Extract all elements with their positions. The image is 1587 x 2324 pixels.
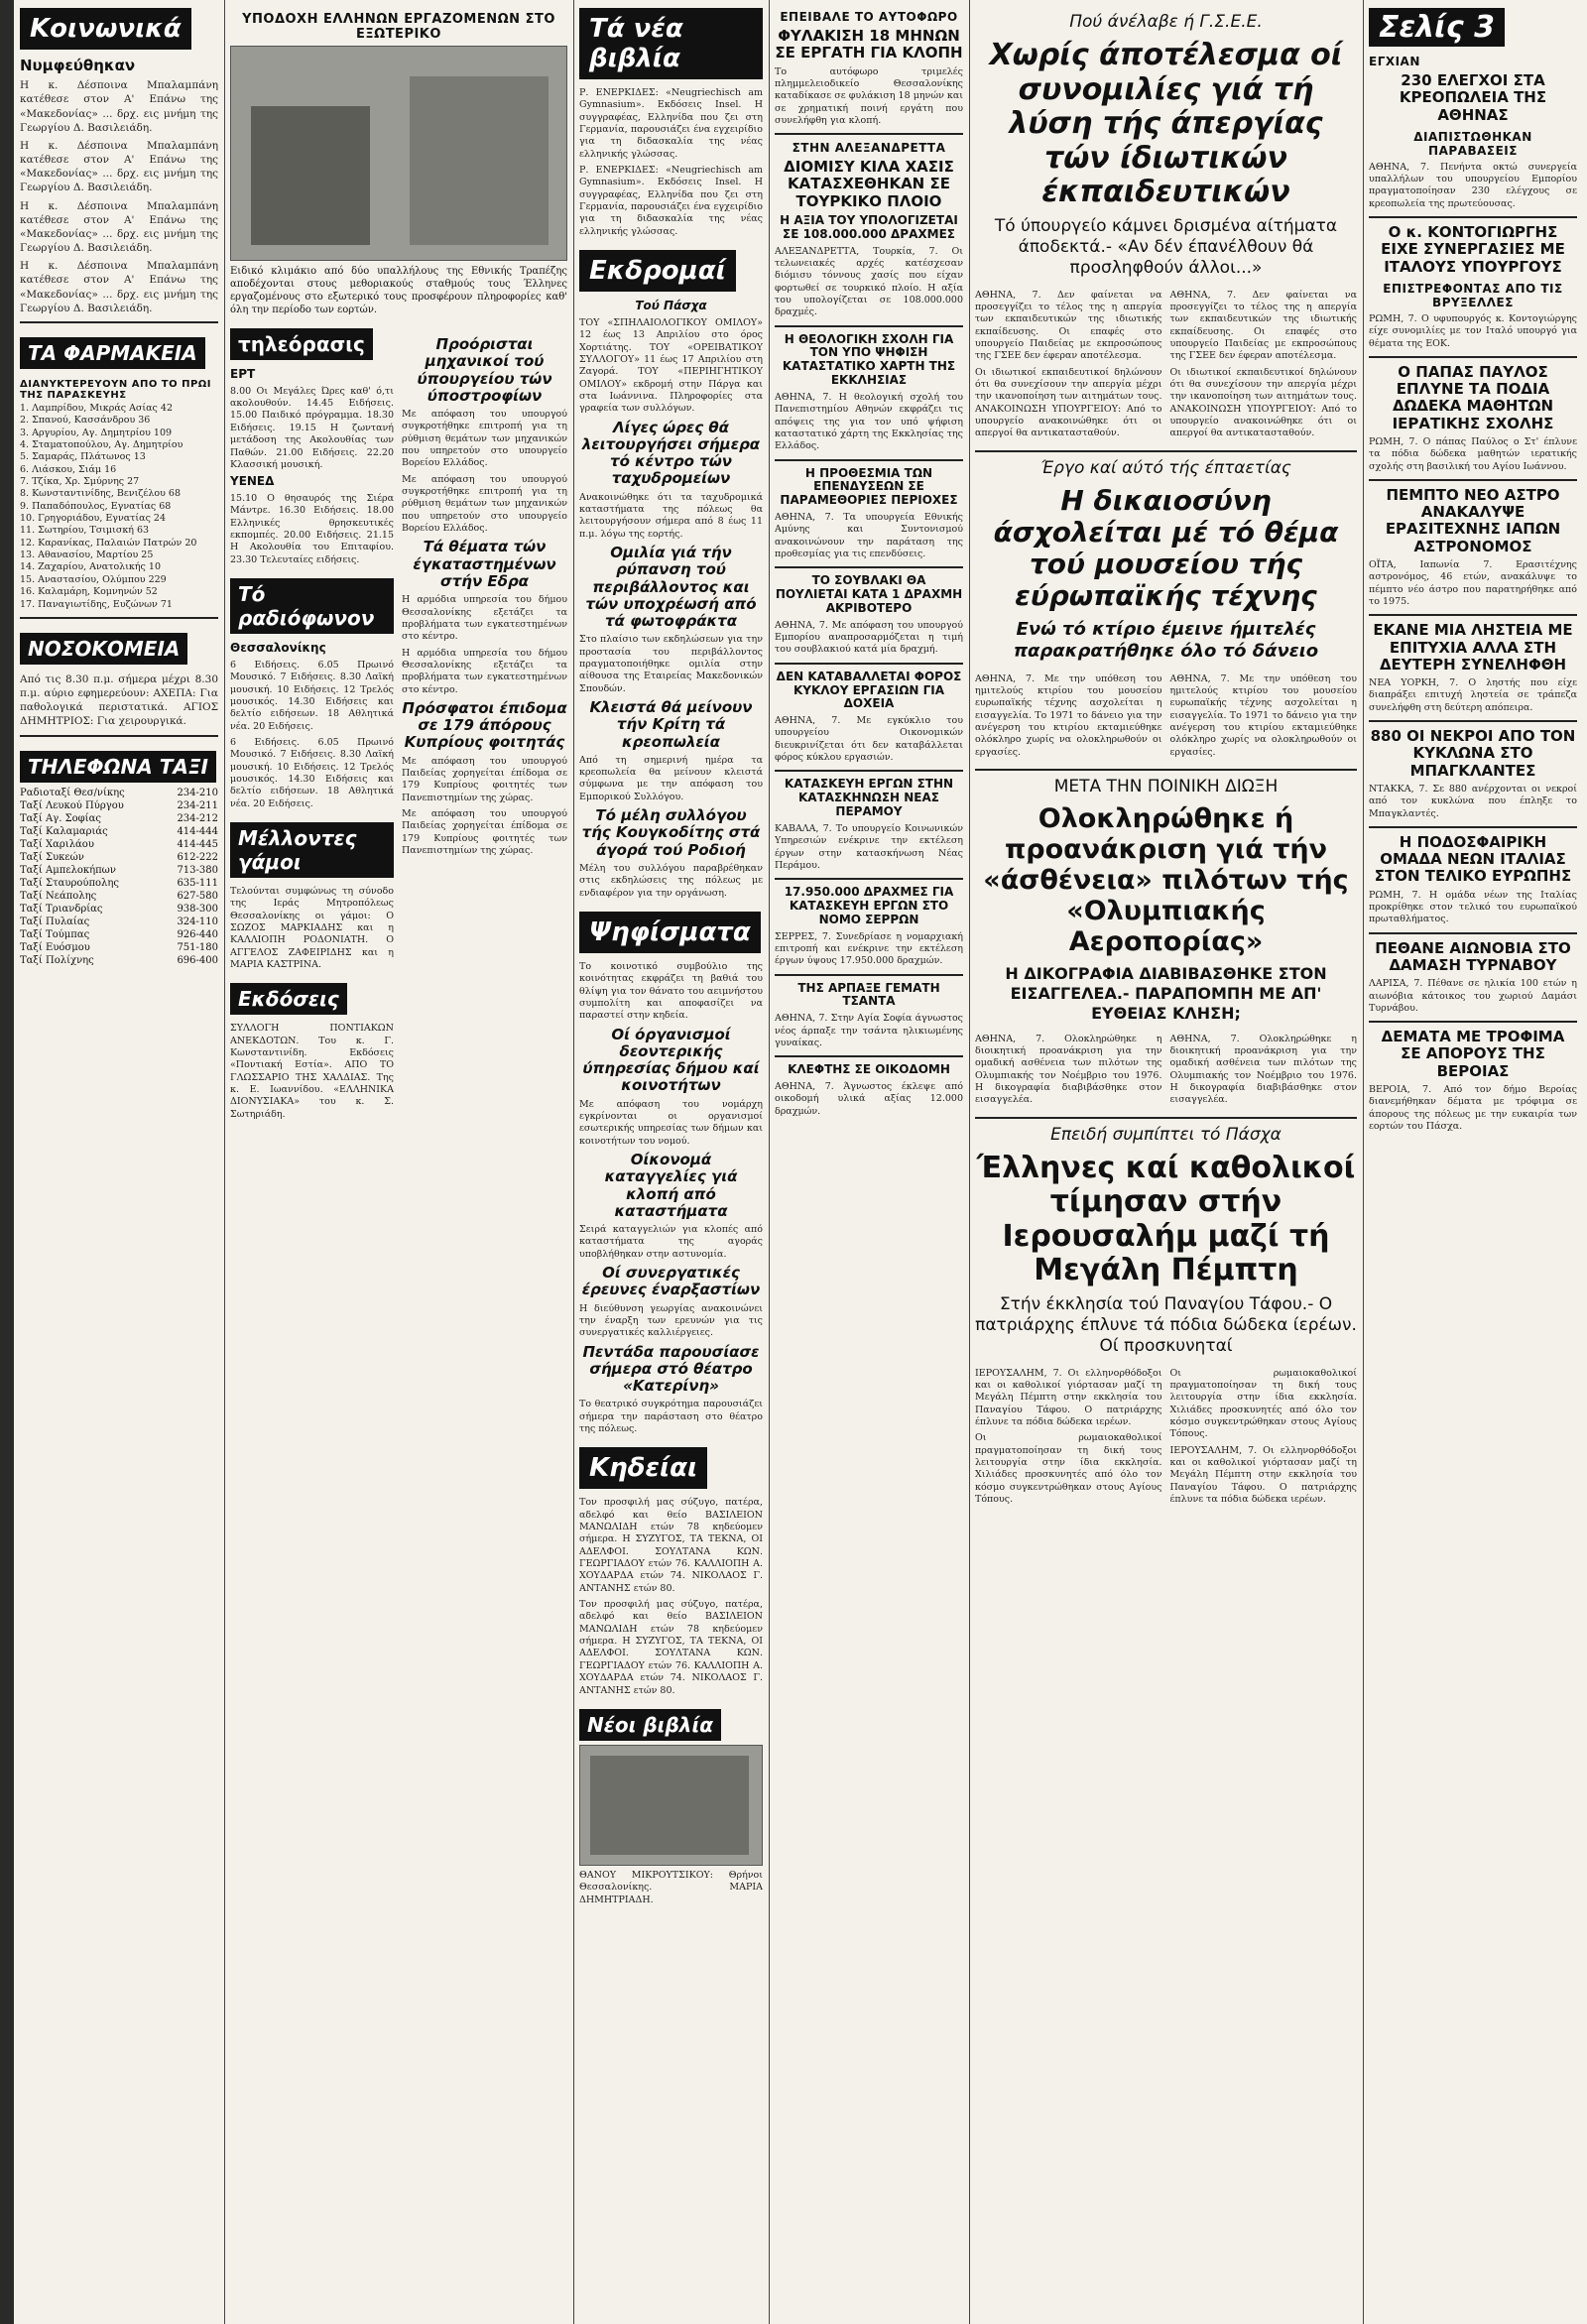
taxi-phone-row <box>20 812 218 825</box>
emigrants-kicker: ΥΠΟΔΟΧΗ ΕΛΛΗΝΩΝ ΕΡΓΑΖΟΜΕΝΩΝ ΣΤΟ ΕΞΩΤΕΡΙΚΟ <box>242 12 555 42</box>
post-office-text: Ανακοινώθηκε ότι τα ταχυδρομικά καταστήματα της πόλεως θα λειτουργήσουν σήμερα από 8 έως 11 π.μ. λόγω της εορτής. <box>579 491 763 540</box>
hashish-subheading: Η ΑΞΙΑ ΤΟΥ ΥΠΟΛΟΓΙΖΕΤΑΙ ΣΕ 108.000.000 ΔΡΑΧΜΕΣ <box>780 212 958 241</box>
taxi-number: 635-111 <box>177 877 218 889</box>
divider <box>775 878 963 880</box>
divider <box>1369 932 1577 934</box>
column-3 <box>579 0 763 2324</box>
pharmacy-entry: 12. Καρανίκας, Παλαιών Πατρών 20 <box>20 537 197 549</box>
serres-works-text: ΣΕΡΡΕΣ, 7. Συνεδρίασε η νομαρχιακή επιτροπή και ενέκρινε την εκτέλεση έργων ύψους 17.950.000 δραχμών. <box>775 930 963 967</box>
butcher-checks-text: ΑΘΗΝΑ, 7. Πενήντα οκτώ συνεργεία υπαλλήλων του υπουργείου Εμπορίου πραγματοποίησαν 230 ελέγχους σε κρεοπωλεία της πρωτεύουσας. <box>1369 161 1577 209</box>
pilots-text-2: ΑΘΗΝΑ, 7. Ολοκληρώθηκε η διοικητική προανάκριση για την ομαδική ασθένεια των πιλότων της Ολυμπιακής τον Νοέμβριο του 1976. Η δικογραφία διαβιβάσθηκε στον εισαγγελέα. <box>1169 1033 1357 1106</box>
kontogiorgis-subheading: ΕΠΙΣΤΡΕΦΟΝΤΑΣ ΑΠΟ ΤΙΣ ΒΡΥΞΕΛΛΕΣ <box>1383 281 1563 309</box>
article-engineers-text: Με απόφαση του υπουργού συγκροτήθηκε επιτροπή για τη ρύθμιση θεμάτων των μηχανικών που υπηρετούν στο υπουργείο Βορείου Ελλάδος. <box>402 409 567 469</box>
divider <box>775 566 963 568</box>
taxi-phone-row <box>20 954 218 967</box>
article-cypriots-text: Με απόφαση του υπουργού Παιδείας χορηγείται έπίδομα σε 179 Κυπρίους φοιτητές των Πανεπιστημίων της χώρας. <box>402 755 567 803</box>
divider <box>1369 479 1577 481</box>
pharmacy-entry: 5. Σαμαράς, Πλάτωνος 13 <box>20 451 146 463</box>
date-line: ΕΓΧΙΑΝ <box>1369 55 1420 68</box>
divider <box>1369 614 1577 616</box>
kontogiorgis-text: ΡΩΜΗ, 7. Ο υφυπουργός κ. Κοντογιώργης είχε συνομιλίες με τον Ιταλό υπουργό για θέματα της ΕΟΚ. <box>1369 312 1577 349</box>
post-office-heading: Λίγες ώρες θά λειτουργήσει σήμερα τό κέντρο τών ταχυδρομείων <box>581 418 761 488</box>
publications-banner: Εκδόσεις <box>230 983 347 1015</box>
investments-text: ΑΘΗΝΑ, 7. Τα υπουργεία Εθνικής Αμύνης και Συντονισμού ανακοινώνουν την παράταση της προθεσμίας για τις επενδύσεις. <box>775 511 963 559</box>
pollution-talk-heading: Ομιλία γιά τήν ρύπανση τού περιβάλλοντος και τών υποχρέωσή από τά φωτοφράκτα <box>585 544 757 631</box>
souvlaki-text: ΑΘΗΝΑ, 7. Με απόφαση του υπουργού Εμπορίου αναπροσαρμόζεται η τιμή του σουβλακιού κατά μία δραχμή. <box>775 619 963 656</box>
strike-kicker: Πού άνέλαβε ή Γ.Σ.Ε.Ε. <box>1069 12 1263 32</box>
taxi-number: 234-211 <box>177 799 218 811</box>
taxi-number: 938-300 <box>177 903 218 915</box>
divider <box>775 133 963 135</box>
kontogiorgis-heading: Ο κ. ΚΟΝΤΟΓΙΩΡΓΗΣ ΕΙΧΕ ΣΥΝΕΡΓΑΣΙΕΣ ΜΕ ΙΤΑΛΟΥΣ ΥΠΟΥΡΓΟΥΣ <box>1381 223 1565 276</box>
new-books-banner: Τά νέα βιβλία <box>579 8 763 79</box>
divider <box>1369 720 1577 722</box>
museum-text-2: ΑΘΗΝΑ, 7. Με την υπόθεση του ημιτελούς κτιρίου του μουσείου ευρωπαϊκής τέχνης ασχολείται η εισαγγελία. Το 1971 το δάνειο για την ανέγερση του κτιρίου εκταμιεύθηκε ολόκληρο χωρίς να ολοκληρωθούν οι εργασίες. <box>1169 673 1357 758</box>
weddings-banner: Μέλλοντες γάμοι <box>230 822 394 878</box>
taxi-phone-row <box>20 928 218 941</box>
article-settlers-text-2: Η αρμόδια υπηρεσία του δήμου Θεσσαλονίκης εξετάζει τα προβλήματα των εγκατεστημένων στο κέντρο. <box>402 647 567 695</box>
centenarian-heading: ΠΕΘΑΝΕ ΑΙΩΝΟΒΙΑ ΣΤΟ ΔΑΜΑΣΗ ΤΥΡΝΑΒΟΥ <box>1375 938 1571 974</box>
robbery-text: ΝΕΑ ΥΟΡΚΗ, 7. Ο ληστής που είχε διαπράξει επιτυχή ληστεία σε τράπεζα συνελήφθη στη δεύτερη απόπειρα. <box>1369 677 1577 713</box>
article-settlers-heading: Τά θέματα τών έγκαταστημένων στήν Εδρα <box>413 538 556 590</box>
municipal-org-text: Με απόφαση του νομάρχη εγκρίνονται οι οργανισμοί εσωτερικής υπηρεσίας των δήμων και κοινοτήτων του νομού. <box>579 1098 763 1147</box>
divider <box>775 974 963 976</box>
radio-station: Θεσσαλονίκης <box>230 641 326 656</box>
publications-text: ΣΥΛΛΟΓΗ ΠΟΝΤΙΑΚΩΝ ΑΝΕΚΔΟΤΩΝ. Του κ. Γ. Κωνσταντινίδη. Εκδόσεις «Ποντιακή Εστία». ΑΠΟ ΤΟ ΓΛΩΣΣΑΡΙΟ ΤΗΣ ΧΑΛΔΙΑΣ. Της κ. Ε. Ιωαννίδου. «ΕΛΛΗΝΙΚΑ ΔΙΟΝΥΣΙΑΚΑ» του κ. Σ. Σωτηριάδη. <box>230 1023 394 1120</box>
serres-works-heading: 17.950.000 ΔΡΑΧΜΕΣ ΓΙΑ ΚΑΤΑΣΚΕΥΗ ΕΡΓΩΝ ΣΤΟ ΝΟΜΟ ΣΕΡΡΩΝ <box>784 885 954 926</box>
divider <box>1369 356 1577 358</box>
hospitals-text: Από τις 8.30 π.μ. σήμερα μέχρι 8.30 π.μ. αύριο εφημερεύουν: ΑΧΕΠΑ: Για παθολογικά περιστατικά. ΑΓΙΟΣ ΔΗΜΗΤΡΙΟΣ: Για χειρουργικά. <box>20 673 218 728</box>
jerusalem-text-2: Οι ρωμαιοκαθολικοί πραγματοποίησαν τη δική τους λειτουργία στην ίδια εκκλησία. Χιλιάδες προσκυνητές από όλο τον κόσμο συγκεντρώθηκαν στους Αγίους Τόπους. <box>975 1432 1162 1506</box>
butchers-closed-heading: Κλειστά θά μείνουν τήν Κρίτη τά κρεοπωλεία <box>589 698 753 751</box>
pilots-kicker: ΜΕΤΑ ΤΗΝ ΠΟΙΝΙΚΗ ΔΙΩΞΗ <box>1053 777 1279 797</box>
pharmacy-entry: 11. Σωτηρίου, Τσιμισκή 63 <box>20 525 150 537</box>
bag-snatch-text: ΑΘΗΝΑ, 7. Στην Αγία Σοφία άγνωστος νέος άρπαξε την τσάντα ηλικιωμένης γυναίκας. <box>775 1013 963 1048</box>
column-2 <box>230 0 567 2324</box>
new-books-2-banner: Νέοι βιβλία <box>579 1709 721 1741</box>
theft-sentence-text: Το αυτόφωρο τριμελές πλημμελειοδικείο Θεσσαλονίκης καταδίκασε σε φυλάκιση 18 μηνών και σε χρηματική ποινή εργάτη που συνελήφθη για κλοπή. <box>775 65 963 126</box>
divider <box>775 1055 963 1057</box>
football-text: ΡΩΜΗ, 7. Η ομάδα νέων της Ιταλίας προκρίθηκε στον τελικό του ευρωπαϊκού πρωταθλήματος. <box>1369 889 1577 925</box>
pharmacy-entry: 8. Κωνσταντινίδης, Βενιζέλου 68 <box>20 488 181 500</box>
column-rule <box>573 0 574 2324</box>
butcher-checks-subheading: ΔΙΑΠΙΣΤΩΘΗΚΑΝ ΠΑΡΑΒΑΣΕΙΣ <box>1413 129 1532 158</box>
divider <box>1369 1021 1577 1023</box>
funerals-banner: Κηδείαι <box>579 1447 707 1489</box>
new-books-text: Ρ. ΕΝΕΡΚΙΔΕΣ: «Neugriechisch am Gymnasium». Εκδόσεις Insel. Η συγγραφέας, Ελληνίδα που ζει στη Γερμανία, παρουσιάζει ένα εγχειρίδιο για τη διδασκαλία της νέας ελληνικής γλώσσας. <box>579 87 763 160</box>
taxi-number: 414-445 <box>177 838 218 850</box>
association-text: Μέλη του συλλόγου παραβρέθηκαν στις εκδηλώσεις της πόλεως με ενδιαφέρον για την οργάνωση. <box>579 862 763 899</box>
pharmacy-entry: 16. Καλαμάρη, Κομνηνών 52 <box>20 586 158 598</box>
taxi-name: Ταξί Σταυρούπολης <box>20 877 119 889</box>
strike-text-4: Οι ιδιωτικοί εκπαιδευτικοί δηλώνουν ότι θα συνεχίσουν την απεργία μέχρι την ικανοποίηση των αιτημάτων τους. ΑΝΑΚΟΙΝΩΣΗ ΥΠΟΥΡΓΕΙΟΥ: Από το υπουργείο ανακοινώθηκε ότι οι απεργοί θα αντικατασταθούν. <box>1169 366 1357 439</box>
investments-heading: Η ΠΡΟΘΕΣΜΙΑ ΤΩΝ ΕΠΕΝΔΥΣΕΩΝ ΣΕ ΠΑΡΑΜΕΘΟΡΙΕΣ ΠΕΡΙΟΧΕΣ <box>780 465 958 508</box>
new-star-heading: ΠΕΜΠΤΟ ΝΕΟ ΑΣΤΡΟ ΑΝΑΚΑΛΥΨΕ ΕΡΑΣΙΤΕΧΝΗΣ ΙΑΠΩΝ ΑΣΤΡΟΝΟΜΟΣ <box>1385 485 1561 555</box>
coop-research-text: Η διεύθυνση γεωργίας ανακοινώνει την έναρξη των ερευνών για τις συνεργατικές καλλιέργειες. <box>579 1302 763 1339</box>
taxi-number: 627-580 <box>177 890 218 902</box>
association-heading: Τό μέλη συλλόγου τής Κουγκοδίτης στά άγορά τού Ροδιοή <box>581 806 761 859</box>
municipal-org-heading: Οί όργανισμοί δεοντερικής ύπηρεσίας δήμου καί κοινοτήτων <box>582 1025 760 1095</box>
taxi-name: Ταξί Αμπελοκήπων <box>20 864 116 876</box>
theft-reports-heading: Οίκονομά καταγγελίες γιά κλοπή από καταστήματα <box>604 1151 738 1220</box>
taxi-number: 926-440 <box>177 928 218 940</box>
jerusalem-deck: Στήν έκκλησία τού Παναγίου Τάφου.- Ο πατριάρχης έπλυνε τά πόδια δώδεκα ίερέων. Οί προσκυνηταί <box>975 1293 1357 1357</box>
construction-thief-heading: ΚΛΕΦΤΗΣ ΣΕ ΟΙΚΟΔΟΜΗ <box>788 1062 950 1077</box>
excursions-banner: Εκδρομαί <box>579 250 736 292</box>
divider <box>20 617 218 619</box>
funerals-text-2: Τον προσφιλή μας σύζυγο, πατέρα, αδελφό και θείο ΒΑΣΙΛΕΙΟΝ ΜΑΝΩΛΙΔΗ ετών 78 κηδεύομεν σήμερα. Η ΣΥΖΥΓΟΣ, ΤΑ ΤΕΚΝΑ, ΟΙ ΑΔΕΛΦΟΙ. ΣΟΥΛΤΑΝΑ ΚΩΝ. ΓΕΩΡΓΙΑΔΟΥ ετών 76. ΚΑΛΛΙΟΠΗ Α. ΧΟΥΔΑΡΔΑ ετών 74. ΝΙΚΟΛΑΟΣ Γ. ΑΝΤΑΝΗΣ ετών 80. <box>579 1599 763 1696</box>
taxi-phone-row <box>20 825 218 838</box>
food-parcels-heading: ΔΕΜΑΤΑ ΜΕ ΤΡΟΦΙΜΑ ΣΕ ΑΠΟΡΟΥΣ ΤΗΣ ΒΕΡΟΙΑΣ <box>1381 1028 1565 1080</box>
excursions-subheading: Τού Πάσχα <box>635 299 707 313</box>
pilots-deck: Η ΔΙΚΟΓΡΑΦΙΑ ΔΙΑΒΙΒΑΣΘΗΚΕ ΣΤΟΝ ΕΙΣΑΓΓΕΛΕΑ.- ΠΑΡΑΠΟΜΠΗ ΜΕ ΑΠ' ΕΥΘΕΙΑΣ ΚΛΗΣΗ; <box>1005 963 1327 1023</box>
pharmacies-subheading: ΔΙΑΝΥΚΤΕΡΕΥΟΥΝ ΑΠΟ ΤΟ ΠΡΩΙ ΤΗΣ ΠΑΡΑΣΚΕΥΗΣ <box>20 379 212 401</box>
divider <box>975 450 1357 452</box>
tv-ert-schedule: 8.00 Οι Μεγάλες Ώρες καθ' ό,τι ακολουθούν. 14.45 Ειδήσεις. 15.00 Παιδικό πρόγραμμα. 18.30 Ειδήσεις. 19.15 Η ζωντανή μετάδοση της Ακολουθίας των Παθών. 21.00 Ειδήσεις. 22.20 Κλασσική μουσική. <box>230 385 394 470</box>
arrest-kicker: ΕΠΕΙΒΑΛΕ ΤΟ ΑΥΤΟΦΩΡΟ <box>780 10 958 24</box>
alexandretta-kicker: ΣΤΗΝ ΑΛΕΞΑΝΔΡΕΤΤΑ <box>792 141 946 156</box>
pharmacy-entry: 7. Τζίκα, Χρ. Σμύρνης 27 <box>20 476 140 488</box>
butcher-checks-heading: 230 ΕΛΕΓΧΟΙ ΣΤΑ ΚΡΕΟΠΩΛΕΙΑ ΤΗΣ ΑΘΗΝΑΣ <box>1399 71 1547 124</box>
emigrants-photo-caption: Ειδικό κλιμάκιο από δύο υπαλλήλους της Εθνικής Τραπέζης αποδέχονται στους μεθοριακούς σταθμούς τους Έλληνες εργαζομένους στο εξωτερικό τους προσφέρουν πληροφορίες καθ' όλη την περίοδο των εορτών. <box>230 266 567 315</box>
column-5 <box>975 0 1357 2324</box>
divider <box>975 1117 1357 1119</box>
column-rule <box>1363 0 1364 2324</box>
pharmacy-entry: 1. Λαμπρίδου, Μικράς Ασίας 42 <box>20 403 173 414</box>
strike-text-2: Οι ιδιωτικοί εκπαιδευτικοί δηλώνουν ότι θα συνεχίσουν την απεργία μέχρι την ικανοποίηση των αιτημάτων τους. ΑΝΑΚΟΙΝΩΣΗ ΥΠΟΥΡΓΕΙΟΥ: Από το υπουργείο ανακοινώθηκε ότι οι απεργοί θα αντικατασταθούν. <box>975 366 1162 439</box>
jerusalem-text-3: Οι ρωμαιοκαθολικοί πραγματοποίησαν τη δική τους λειτουργία στην ίδια εκκλησία. Χιλιάδες προσκυνητές από όλο τον κόσμο συγκεντρώθηκαν στους Αγίους Τόπους. <box>1169 1367 1357 1440</box>
article-settlers-text: Η αρμόδια υπηρεσία του δήμου Θεσσαλονίκης εξετάζει τα προβλήματα των εγκατεστημένων στο κέντρο. <box>402 594 567 643</box>
theft-reports-text: Σειρά καταγγελιών για κλοπές από καταστήματα της αγοράς υποβλήθηκαν στην αστυνομία. <box>579 1224 763 1260</box>
hashish-text: ΑΛΕΞΑΝΔΡΕΤΤΑ, Τουρκία, 7. Οι τελωνειακές αρχές κατέσχεσαν διόμισυ τόννους χασίς που είχαν φορτωθεί σε τουρκικό πλοίο. Η αξία του υπολογίζεται σε 108.000.000 δραχμές. <box>775 245 963 318</box>
taxi-number: 713-380 <box>177 864 218 876</box>
taxi-phone-row <box>20 799 218 812</box>
divider <box>1369 216 1577 218</box>
taxi-phone-row <box>20 877 218 890</box>
taxi-phone-row <box>20 903 218 916</box>
strike-deck: Τό ύπουργείο κάμνει δρισμένα αίτήματα άποδεκτά.- «Αν δέν έπανέλθουν θά προσληφθούν άλλοι...» <box>994 215 1338 279</box>
taxi-phone-row <box>20 941 218 954</box>
theater-text: Το θεατρικό συγκρότημα παρουσιάζει σήμερα την παράσταση στο θέατρο της πόλεως. <box>579 1399 763 1435</box>
tv-banner: τηλεόρασις <box>230 328 373 360</box>
pharmacy-entry: 17. Παναγιωτίδης, Ευζώνων 71 <box>20 598 173 610</box>
butchers-closed-text: Από τη σημερινή ημέρα τα κρεοπωλεία θα μείνουν κλειστά σύμφωνα με την απόφαση του Εμπορικού Συλλόγου. <box>579 754 763 802</box>
taxi-name: Ταξί Χαριλάου <box>20 838 94 850</box>
pharmacy-entry: 14. Ζαχαρίου, Ανατολικής 10 <box>20 561 161 573</box>
pharmacy-entry: 3. Αργυρίου, Αγ. Δημητρίου 109 <box>20 427 173 438</box>
pharmacy-entry: 6. Λιάσκου, Σιάμ 16 <box>20 463 117 475</box>
pollution-talk-text: Στο πλαίσιο των εκδηλώσεων για την προστασία του περιβάλλοντος πραγματοποιήθηκε ομιλία στην αίθουσα της Εταιρείας Μακεδονικών Σπουδών. <box>579 634 763 694</box>
resolutions-banner: Ψηφίσματα <box>579 912 761 953</box>
pilots-headline: Ολοκληρώθηκε ή προανάκριση γιά τήν «άσθένεια» πιλότων τής «Ολυμπιακής Αεροπορίας» <box>983 803 1349 958</box>
taxi-number: 234-210 <box>177 787 218 798</box>
food-parcels-text: ΒΕΡΟΙΑ, 7. Από τον δήμο Βεροίας διανεμήθηκαν δέματα με τρόφιμα σε άπορους της πόλεως με την ευκαιρία των εορτών του Πάσχα. <box>1369 1083 1577 1132</box>
column-rule <box>769 0 770 2324</box>
divider <box>775 770 963 772</box>
column-4 <box>775 0 963 2324</box>
centenarian-text: ΛΑΡΙΣΑ, 7. Πέθανε σε ηλικία 100 ετών η αιωνόβια κάτοικος του χωριού Δαμάσι Τυρνάβου. <box>1369 978 1577 1014</box>
divider <box>20 321 218 323</box>
radio-schedule-2: 6 Ειδήσεις. 6.05 Πρωινό Μουσικό. 7 Ειδήσεις. 8.30 Λαϊκή μουσική. 10 Ειδήσεις. 12 Τρελός μουσικός. 14.30 Ειδήσεις και δελτίο ειδήσεων. 18 Αθλητικά νέα. 20 Ειδήσεις. <box>230 736 394 809</box>
column-6 <box>1369 0 1577 2324</box>
divider <box>775 325 963 327</box>
jerusalem-text: ΙΕΡΟΥΣΑΛΗΜ, 7. Οι ελληνορθόδοξοι και οι καθολικοί γιόρτασαν μαζί τη Μεγάλη Πέμπτη στην εκκλησία του Παναγίου Τάφου. Ο πατριάρχης έπλυνε τα πόδια δώδεκα ιερέων. <box>975 1367 1162 1427</box>
page-number-header <box>1369 8 1577 47</box>
births-text-3: Η κ. Δέσποινα Μπαλαμπάνη κατέθεσε στον Α' Επάνω της «Μακεδονίας» ... δρχ. εις μνήμη της Γεωργίου Δ. Βασιλειάδη. <box>20 199 218 255</box>
taxi-phone-row <box>20 851 218 864</box>
theft-sentence-heading: ΦΥΛΑΚΙΣΗ 18 ΜΗΝΩΝ ΣΕ ΕΡΓΑΤΗ ΓΙΑ ΚΛΟΠΗ <box>775 27 963 62</box>
pharmacy-entry: 13. Αθανασίου, Μαρτίου 25 <box>20 550 154 561</box>
theater-heading: Πεντάδα παρουσίασε σήμερα στό θέατρο «Κατερίνη» <box>582 1342 760 1396</box>
taxi-name: Ταξί Πυλαίας <box>20 916 90 927</box>
taxi-name: Ταξί Πολίχνης <box>20 954 94 966</box>
article-cypriots-heading: Πρόσφατοι έπιδομα σε 179 άπόρους Κυπρίους φοιτητάς <box>402 698 567 752</box>
pharmacy-entry: 10. Γρηγοριάδου, Εγνατίας 24 <box>20 513 166 525</box>
taxi-number: 751-180 <box>177 941 218 953</box>
taxi-phone-row <box>20 890 218 903</box>
cyclone-text: ΝΤΑΚΚΑ, 7. Σε 880 ανέρχονται οι νεκροί από τον κυκλώνα που έπληξε το Μπαγκλαντές. <box>1369 783 1577 819</box>
pope-text: ΡΩΜΗ, 7. Ο πάπας Παύλος ο Στ' έπλυνε τα πόδια δώδεκα μαθητών ιερατικής σχολής στη βασιλική του Αγίου Ιωάννου. <box>1369 435 1577 472</box>
taxi-name: Ταξί Τριανδρίας <box>20 903 103 915</box>
taxi-phone-row <box>20 787 218 799</box>
pharmacy-entry: 9. Παπαδόπουλος, Εγνατίας 68 <box>20 500 172 512</box>
robbery-heading: ΕΚΑΝΕ ΜΙΑ ΛΗΣΤΕΙΑ ΜΕ ΕΠΙΤΥΧΙΑ ΑΛΛΑ ΣΤΗ ΔΕΥΤΕΡΗ ΣΥΝΕΛΗΦΘΗ <box>1373 621 1573 673</box>
camp-works-text: ΚΑΒΑΛΑ, 7. Το υπουργείο Κοινωνικών Υπηρεσιών ενέκρινε την εκτέλεση έργων στην κατασκήνωση Νέας Περάμου. <box>775 822 963 871</box>
coop-research-heading: Οί συνεργατικές έρευνες έναρξαστίων <box>581 1264 761 1299</box>
museum-headline: Η δικαιοσύνη άσχολείται μέ τό θέμα τού μουσείου τής εύρωπαϊκής τέχνης <box>993 483 1339 613</box>
taxi-phone-row <box>20 916 218 928</box>
pharmacy-entry: 2. Σπανού, Κασσάνδρου 36 <box>20 415 151 427</box>
taxi-phone-row <box>20 864 218 877</box>
souvlaki-heading: ΤΟ ΣΟΥΒΛΑΚΙ ΘΑ ΠΟΥΛΙΕΤΑΙ ΚΑΤΑ 1 ΔΡΑΧΜΗ ΑΚΡΙΒΟΤΕΡΟ <box>775 573 963 615</box>
divider <box>20 735 218 737</box>
column-rule <box>224 0 225 2324</box>
taxi-name: Ταξί Αγ. Σοφίας <box>20 812 101 824</box>
museum-deck: Ενώ τό κτίριο έμεινε ήμιτελές παρακρατήθηκε όλο τό δάνειο <box>1013 618 1319 663</box>
pharmacies-banner: ΤΑ ΦΑΡΜΑΚΕΙΑ <box>20 337 205 369</box>
camp-works-heading: ΚΑΤΑΣΚΕΥΗ ΕΡΓΩΝ ΣΤΗΝ ΚΑΤΑΣΚΗΝΩΣΗ ΝΕΑΣ ΠΕΡΑΜΟΥ <box>784 777 954 819</box>
museum-text: ΑΘΗΝΑ, 7. Με την υπόθεση του ημιτελούς κτιρίου του μουσείου ευρωπαϊκής τέχνης ασχολείται η εισαγγελία. Το 1971 το δάνειο για την ανέγερση του κτιρίου εκταμιεύθηκε ολόκληρο χωρίς να ολοκληρωθούν οι εργασίες. <box>975 673 1162 758</box>
strike-text: ΑΘΗΝΑ, 7. Δεν φαίνεται να προσεγγίζει το τέλος της η απεργία των εκπαιδευτικών της ιδιωτικής εκπαίδευσης. Οι επαφές στο υπουργείο Παιδείας με εκπροσώπους της ΓΣΕΕ δεν έφεραν αποτέλεσμα. <box>975 289 1162 362</box>
emigrants-photo <box>230 46 567 261</box>
pharmacies-list <box>20 403 218 611</box>
hashish-heading: ΔΙΟΜΙΣΥ ΚΙΛΑ ΧΑΣΙΣ ΚΑΤΑΣΧΕΘΗΚΑΝ ΣΕ ΤΟΥΡΚΙΚΟ ΠΛΟΙΟ <box>784 158 954 210</box>
divider <box>975 769 1357 771</box>
taxi-number: 234-212 <box>177 812 218 824</box>
taxi-phones-list <box>20 787 218 967</box>
strike-headline: Χωρίς άποτέλεσμα οί συνομιλίες γιά τή λύση τής άπεργίας τών ίδιωτικών έκπαιδευτικών <box>989 38 1343 210</box>
resolutions-text: Το κοινοτικό συμβούλιο της κοινότητας εκφράζει τη βαθιά του θλίψη για τον θάνατο του αειμνήστου συμπολίτη και αποφασίζει να παραστεί στην κηδεία. <box>579 960 763 1022</box>
divider <box>775 663 963 665</box>
column-rule <box>969 0 970 2324</box>
article-engineers-text-2: Με απόφαση του υπουργού συγκροτήθηκε επιτροπή για τη ρύθμιση θεμάτων των μηχανικών που υπηρετούν στο υπουργείο Βορείου Ελλάδος. <box>402 473 567 535</box>
article-cypriots-text-2: Με απόφαση του υπουργού Παιδείας χορηγείται έπίδομα σε 179 Κυπρίους φοιτητές των Πανεπιστημίων της χώρας. <box>402 808 567 857</box>
taxi-number: 414-444 <box>177 825 218 837</box>
funerals-text: Τον προσφιλή μας σύζυγο, πατέρα, αδελφό και θείο ΒΑΣΙΛΕΙΟΝ ΜΑΝΩΛΙΔΗ ετών 78 κηδεύομεν σήμερα. Η ΣΥΖΥΓΟΣ, ΤΑ ΤΕΚΝΑ, ΟΙ ΑΔΕΛΦΟΙ. ΣΟΥΛΤΑΝΑ ΚΩΝ. ΓΕΩΡΓΙΑΔΟΥ ετών 76. ΚΑΛΛΙΟΠΗ Α. ΧΟΥΔΑΡΔΑ ετών 74. ΝΙΚΟΛΑΟΣ Γ. ΑΝΤΑΝΗΣ ετών 80. <box>579 1497 763 1594</box>
jerusalem-headline: Έλληνες καί καθολικοί τίμησαν στήν Ιερουσαλήμ μαζί τή Μεγάλη Πέμπτη <box>976 1150 1356 1288</box>
radio-banner: Τό ραδιόφωνον <box>230 578 394 634</box>
article-engineers-heading: Προόρισται μηχανικοί τού ύπουργείου τών ύποστροφίων <box>417 335 552 405</box>
football-heading: Η ΠΟΔΟΣΦΑΙΡΙΚΗ ΟΜΑΔΑ ΝΕΩΝ ΙΤΑΛΙΑΣ ΣΤΟΝ ΤΕΛΙΚΟ ΕΥΡΩΠΗΣ <box>1374 832 1572 886</box>
taxi-phones-banner: ΤΗΛΕΦΩΝΑ ΤΑΞΙ <box>20 751 216 783</box>
theology-heading: Η ΘΕΟΛΟΓΙΚΗ ΣΧΟΛΗ ΓΙΑ ΤΟΝ ΥΠΟ ΨΗΦΙΣΗ ΚΑΤΑΣΤΑΤΙΚΟ ΧΑΡΤΗ ΤΗΣ ΕΚΚΛΗΣΙΑΣ <box>782 331 956 388</box>
jerusalem-kicker: Επειδή συμπίπτει τό Πάσχα <box>1050 1124 1282 1145</box>
column-1 <box>20 0 218 2324</box>
births-text-2: Η κ. Δέσποινα Μπαλαμπάνη κατέθεσε στον Α' Επάνω της «Μακεδονίας» ... δρχ. εις μνήμη της Γεωργίου Δ. Βασιλειάδη. <box>20 139 218 194</box>
taxi-number: 696-400 <box>177 954 218 966</box>
taxi-name: Ταξί Συκεών <box>20 851 84 863</box>
taxi-number: 324-110 <box>177 916 218 927</box>
cyclone-heading: 880 ΟΙ ΝΕΚΡΟΙ ΑΠΟ ΤΟΝ ΚΥΚΛΩΝΑ ΣΤΟ ΜΠΑΓΚΛΑΝΤΕΣ <box>1370 727 1576 780</box>
tv-yened-schedule: 15.10 Ο θησαυρός της Σιέρα Μάντρε. 16.30 Ειδήσεις. 18.00 Ελληνικές θρησκευτικές εκπομπές. 20.00 Ειδήσεις. 21.15 Η Ακολουθία του Επιταφίου. 23.30 Τελευταίες ειδήσεις. <box>230 493 394 565</box>
jerusalem-text-4: ΙΕΡΟΥΣΑΛΗΜ, 7. Οι ελληνορθόδοξοι και οι καθολικοί γιόρτασαν μαζί τη Μεγάλη Πέμπτη στην εκκλησία του Παναγίου Τάφου. Ο πατριάρχης έπλυνε τα πόδια δώδεκα ιερέων. <box>1169 1444 1357 1506</box>
taxi-name: Ταξί Τούμπας <box>20 928 90 940</box>
social-section-banner: Κοινωνικά <box>20 8 191 50</box>
museum-kicker: Έργο καί αύτό τής έπταετίας <box>1040 457 1291 478</box>
pilots-text: ΑΘΗΝΑ, 7. Ολοκληρώθηκε η διοικητική προανάκριση για την ομαδική ασθένεια των πιλότων της Ολυμπιακής τον Νοέμβριο του 1976. Η δικογραφία διαβιβάσθηκε στον εισαγγελέα. <box>975 1033 1162 1106</box>
new-star-text: ΟΪΤΑ, Ιαπωνία 7. Ερασιτέχνης αστρονόμος, 46 ετών, ανακάλυψε το πέμπτο νέο άστρο που παρατηρήθηκε από το 1975. <box>1369 558 1577 607</box>
excursions-text: ΤΟΥ «ΣΠΗΛΑΙΟΛΟΓΙΚΟΥ ΟΜΙΛΟΥ» 12 έως 13 Απριλίου στο όρος Χορτιάτης. ΤΟΥ «ΟΡΕΙΒΑΤΙΚΟΥ ΣΥΛΛΟΓΟΥ» 11 έως 17 Απριλίου στη Ζαγορά. ΤΟΥ «ΠΕΡΙΗΓΗΤΙΚΟΥ ΟΜΙΛΟΥ» εκδρομή στην Πάργα και στα Ιωάννινα. Πληροφορίες στα γραφεία των συλλόγων. <box>579 316 763 415</box>
new-books-text-2: Ρ. ΕΝΕΡΚΙΔΕΣ: «Neugriechisch am Gymnasium». Εκδόσεις Insel. Η συγγραφέας, Ελληνίδα που ζει στη Γερμανία, παρουσιάζει ένα εγχειρίδιο για τη διδασκαλία της νέας ελληνικής γλώσσας. <box>579 165 763 237</box>
binding-gutter <box>0 0 14 2324</box>
pope-heading: Ο ΠΑΠΑΣ ΠΑΥΛΟΣ ΕΠΛΥΝΕ ΤΑ ΠΟΔΙΑ ΔΩΔΕΚΑ ΜΑΘΗΤΩΝ ΙΕΡΑΤΙΚΗΣ ΣΧΟΛΗΣ <box>1392 362 1554 432</box>
taxi-phone-row <box>20 838 218 851</box>
new-books-2-text: ΘΑΝΟΥ ΜΙΚΡΟΥΤΣΙΚΟΥ: Θρήνοι Θεσσαλονίκης. ΜΑΡΙΑ ΔΗΜΗΤΡΙΑΔΗ. <box>579 1869 763 1905</box>
tax-heading: ΔΕΝ ΚΑΤΑΒΑΛΛΕΤΑΙ ΦΟΡΟΣ ΚΥΚΛΟΥ ΕΡΓΑΣΙΩΝ ΓΙΑ ΔΟΧΕΙΑ <box>776 669 962 711</box>
hospitals-banner: ΝΟΣΟΚΟΜΕΙΑ <box>20 633 187 665</box>
weddings-text: Τελούνται συμφώνως τη σύνοδο της Ιεράς Μητροπόλεως Θεσσαλονίκης οι γάμοι: Ο ΣΩΖΟΣ ΜΑΡΚΙΑΔΗΣ και η ΚΑΛΛΙΟΠΗ ΡΟΔΟΝΙΑΤΗ. Ο ΑΓΓΕΛΟΣ ΖΑΦΕΙΡΙΔΗΣ και η ΜΑΡΙΑ ΚΑΣΤΡΙΝΑ. <box>230 885 394 971</box>
strike-text-3: ΑΘΗΝΑ, 7. Δεν φαίνεται να προσεγγίζει το τέλος της η απεργία των εκπαιδευτικών της ιδιωτικής εκπαίδευσης. Οι επαφές στο υπουργείο Παιδείας με εκπροσώπους της ΓΣΕΕ δεν έφεραν αποτέλεσμα. <box>1169 289 1357 362</box>
theology-text: ΑΘΗΝΑ, 7. Η θεολογική σχολή του Πανεπιστημίου Αθηνών εκφράζει τις απόψεις της για τον υπό ψήφιση καταστατικό χάρτη της Εκκλησίας της Ελλάδος. <box>775 391 963 452</box>
tax-text: ΑΘΗΝΑ, 7. Με εγκύκλιο του υπουργείου Οικονομικών διευκρινίζεται ότι δεν καταβάλλεται φόρος κύκλου εργασιών. <box>775 715 963 764</box>
taxi-name: Ταξί Λευκού Πύργου <box>20 799 124 811</box>
taxi-number: 612-222 <box>177 851 218 863</box>
bag-snatch-heading: ΤΗΣ ΑΡΠΑΞΕ ΓΕΜΑΤΗ ΤΣΑΝΤΑ <box>797 980 940 1009</box>
births-text: Η κ. Δέσποινα Μπαλαμπάνη κατέθεσε στον Α' Επάνω της «Μακεδονίας» ... δρχ. εις μνήμη της Γεωργίου Δ. Βασιλειάδη. <box>20 79 218 134</box>
births-heading: Νυμφεύθηκαν <box>20 57 136 74</box>
births-text-4: Η κ. Δέσποινα Μπαλαμπάνη κατέθεσε στον Α' Επάνω της «Μακεδονίας» ... δρχ. εις μνήμη της Γεωργίου Δ. Βασιλειάδη. <box>20 260 218 314</box>
pharmacy-entry: 15. Αναστασίου, Ολύμπου 229 <box>20 573 167 585</box>
taxi-name: Ταξί Καλαμαριάς <box>20 825 108 837</box>
book-cover-image <box>579 1745 763 1866</box>
divider <box>1369 826 1577 828</box>
divider <box>775 459 963 461</box>
taxi-name: Ταξί Ευόσμου <box>20 941 90 953</box>
radio-schedule: 6 Ειδήσεις. 6.05 Πρωινό Μουσικό. 7 Ειδήσεις. 8.30 Λαϊκή μουσική. 10 Ειδήσεις. 12 Τρελός μουσικός. 14.30 Ειδήσεις και δελτίο ειδήσεων. 18 Αθλητικά νέα. 20 Ειδήσεις. <box>230 659 394 732</box>
taxi-name: Ραδιοταξί Θεσ/νίκης <box>20 787 125 798</box>
pharmacy-entry: 4. Σταματοπούλου, Αγ. Δημητρίου <box>20 439 183 451</box>
tv-channel-yened: ΥΕΝΕΔ <box>230 474 275 489</box>
construction-thief-text: ΑΘΗΝΑ, 7. Άγνωστος έκλεψε από οικοδομή υλικά αξίας 12.000 δραχμών. <box>775 1081 963 1117</box>
tv-channel-ert: ΕΡΤ <box>230 367 256 381</box>
page-marker: Σελίς 3 <box>1369 8 1505 47</box>
taxi-name: Ταξί Νεάπολης <box>20 890 97 902</box>
